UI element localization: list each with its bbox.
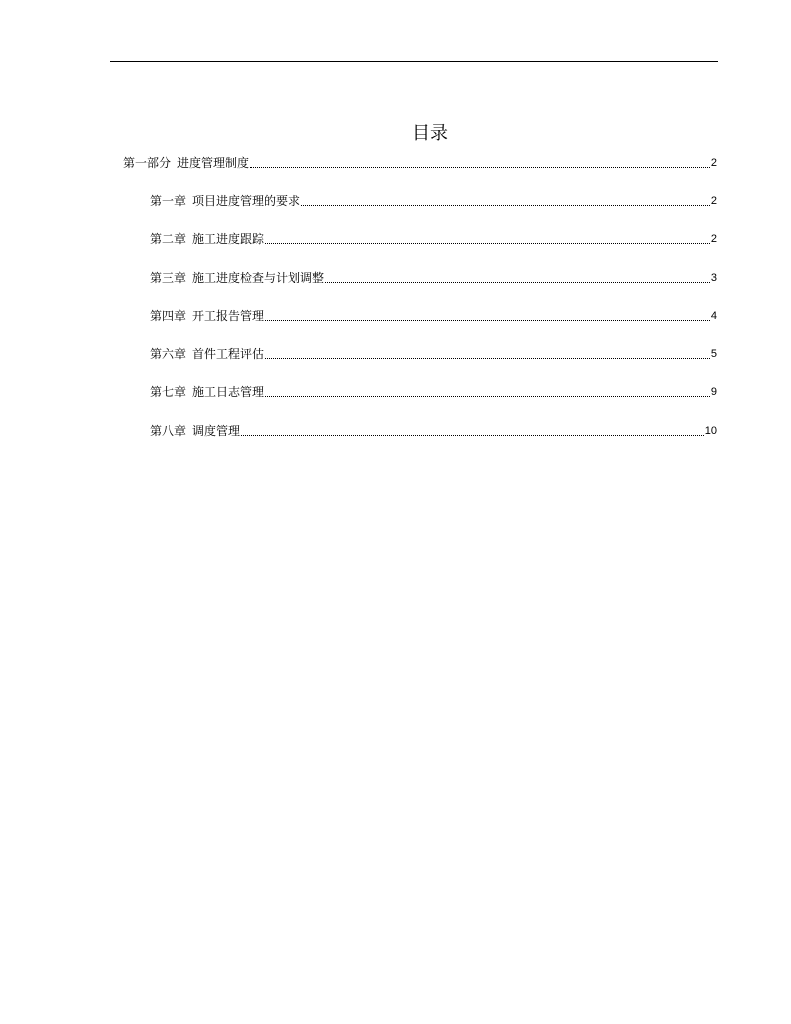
toc-page-number: 4: [710, 310, 717, 322]
toc-entry-chapter-6[interactable]: [150, 346, 717, 362]
toc-entry-number: 第二章: [150, 232, 187, 246]
toc-entry-label: [150, 423, 240, 439]
toc-dot-leader: [301, 205, 710, 206]
toc-entry-chapter-3[interactable]: [150, 270, 717, 286]
toc-dot-leader: [250, 167, 710, 168]
toc-dot-leader: [265, 358, 710, 359]
toc-entry-number: 第八章: [150, 424, 187, 438]
toc-entry-number: 第一章: [150, 194, 187, 208]
toc-entry-title: 调度管理: [192, 424, 241, 438]
toc-page-number: 2: [710, 195, 717, 207]
toc-title: 目录: [412, 123, 448, 144]
toc-entry-label: [150, 384, 264, 400]
toc-entry-label: [150, 346, 264, 362]
toc-entry-label: [150, 193, 300, 209]
toc-page-number: 5: [710, 348, 717, 360]
toc-entry-number: 第四章: [150, 309, 187, 323]
toc-entry-part-1[interactable]: [123, 155, 717, 171]
toc-dot-leader: [325, 282, 710, 283]
toc-page-number: 9: [710, 386, 717, 398]
toc-dot-leader: [265, 396, 710, 397]
toc-entry-label: [150, 308, 264, 324]
toc-page-number: 3: [710, 272, 717, 284]
toc-entry-number: 第一部分: [123, 156, 172, 170]
toc-entry-chapter-7[interactable]: [150, 384, 717, 400]
toc-dot-leader: [265, 243, 710, 244]
toc-entry-title: 首件工程评估: [192, 347, 265, 361]
toc-entry-title: 开工报告管理: [192, 309, 265, 323]
toc-entry-chapter-2[interactable]: [150, 231, 717, 247]
toc-dot-leader: [241, 435, 704, 436]
toc-page-number: 10: [704, 425, 717, 437]
toc-entry-title: 施工进度跟踪: [192, 232, 265, 246]
toc-entry-number: 第三章: [150, 271, 187, 285]
toc-entry-title: 施工日志管理: [192, 385, 265, 399]
toc-entry-label: [150, 270, 324, 286]
toc-entry-title: 进度管理制度: [177, 156, 250, 170]
toc-entry-chapter-8[interactable]: [150, 423, 717, 439]
toc-entry-chapter-4[interactable]: [150, 308, 717, 324]
toc-entry-label: [150, 231, 264, 247]
toc-dot-leader: [265, 320, 710, 321]
toc-entry-title: 施工进度检查与计划调整: [192, 271, 325, 285]
header-rule: [110, 61, 718, 62]
toc-entry-title: 项目进度管理的要求: [192, 194, 301, 208]
toc-entry-label: [123, 155, 249, 171]
toc-entry-chapter-1[interactable]: [150, 193, 717, 209]
toc-entry-number: 第七章: [150, 385, 187, 399]
toc-entry-number: 第六章: [150, 347, 187, 361]
toc-page-number: 2: [710, 157, 717, 169]
toc-page-number: 2: [710, 233, 717, 245]
